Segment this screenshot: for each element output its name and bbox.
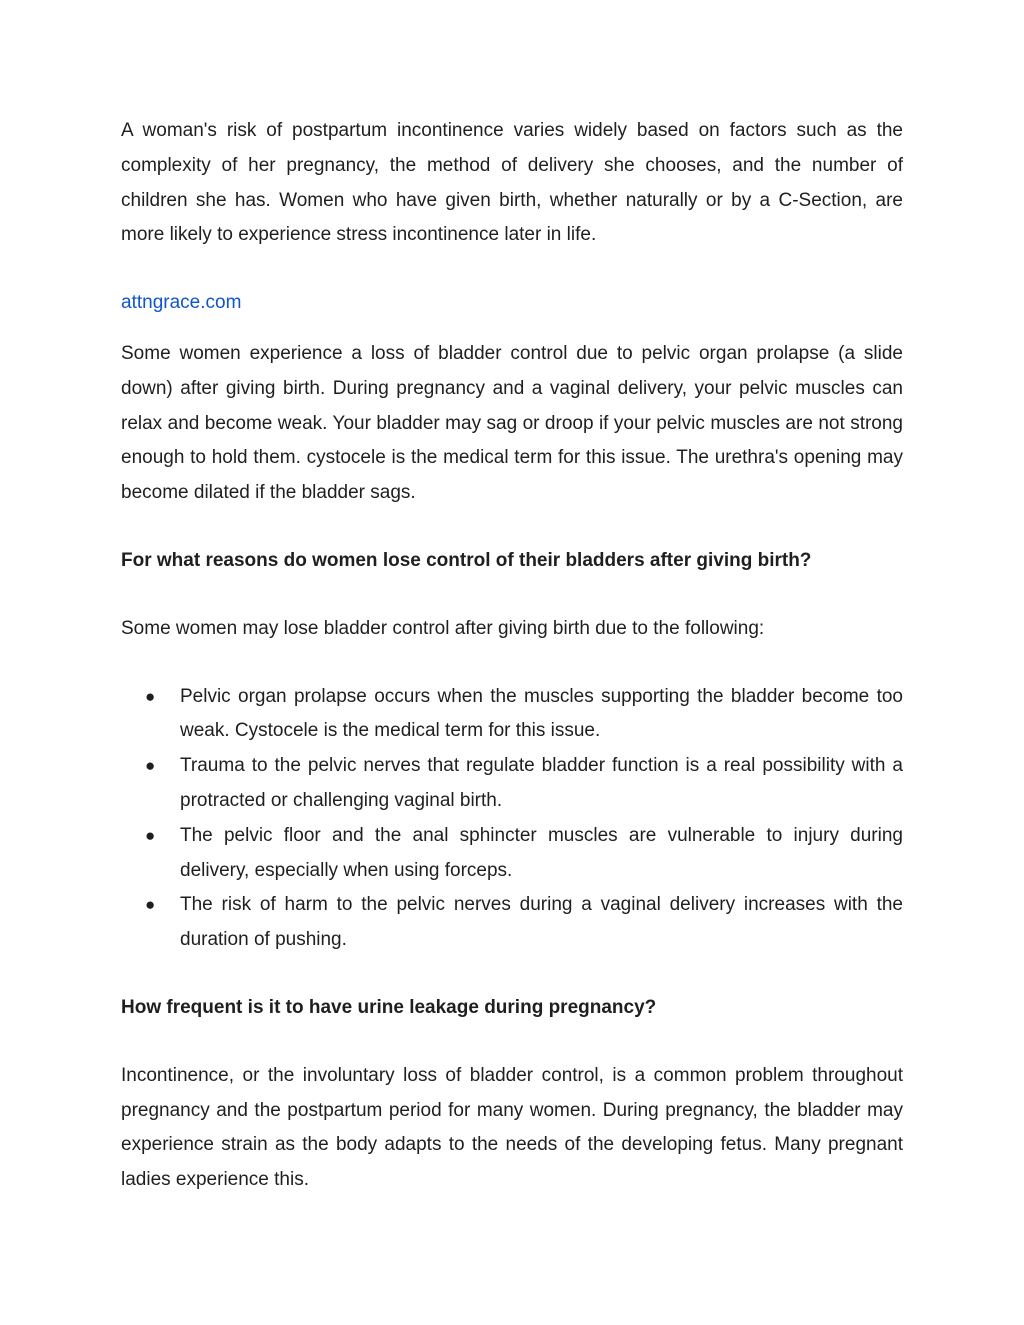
reasons-list: [121, 680, 903, 958]
bullet-icon: ●: [145, 756, 156, 776]
list-item-text: Pelvic organ prolapse occurs when the muscles supporting the bladder become too weak. Cystocele is the medical term for this issue.: [180, 685, 903, 742]
heading-reasons: For what reasons do women lose control of their bladders after giving birth?: [121, 549, 812, 571]
list-item-text: The risk of harm to the pelvic nerves during a vaginal delivery increases with the duration of pushing.: [180, 894, 903, 951]
list-item: [121, 819, 903, 889]
list-item: [121, 888, 903, 958]
paragraph-postpartum-risk: A woman's risk of postpartum incontinence varies widely based on factors such as the complexity of her pregnancy, the method of delivery she chooses, and the number of children she has. Women who have given birth, whether naturally or by a C-Section, are more likely to experience stress incontinence later in life.: [121, 120, 903, 246]
list-item: [121, 680, 903, 750]
bullet-icon: ●: [145, 686, 156, 706]
source-link-line: [121, 286, 903, 321]
document-body: [121, 114, 903, 1198]
paragraph-prolapse: Some women experience a loss of bladder control due to pelvic organ prolapse (a slide down) after giving birth. During pregnancy and a vaginal delivery, your pelvic muscles can relax and become weak. Your bladder may sag or droop if your pelvic muscles are not strong enough to hold them. cystocele is the medical term for this issue. The urethra's opening may become dilated if the bladder sags.: [121, 342, 903, 504]
source-link[interactable]: attngrace.com: [121, 292, 242, 314]
list-item-text: Trauma to the pelvic nerves that regulate bladder function is a real possibility with a protracted or challenging vaginal birth.: [180, 755, 903, 811]
list-item: [121, 749, 903, 819]
heading-frequency: How frequent is it to have urine leakage during pregnancy?: [121, 996, 657, 1018]
paragraph-incontinence-common: Incontinence, or the involuntary loss of bladder control, is a common problem throughout pregnancy and the postpartum period for many women. During pregnancy, the bladder may experience strain as the body adapts to the needs of the developing fetus. Many pregnant ladies experience this.: [121, 1064, 903, 1191]
list-item-text: The pelvic floor and the anal sphincter muscles are vulnerable to injury during delivery, especially when using forceps.: [180, 824, 903, 881]
paragraph-intro-list: Some women may lose bladder control after giving birth due to the following:: [121, 617, 765, 639]
bullet-icon: ●: [145, 825, 156, 845]
bullet-icon: ●: [145, 895, 156, 915]
